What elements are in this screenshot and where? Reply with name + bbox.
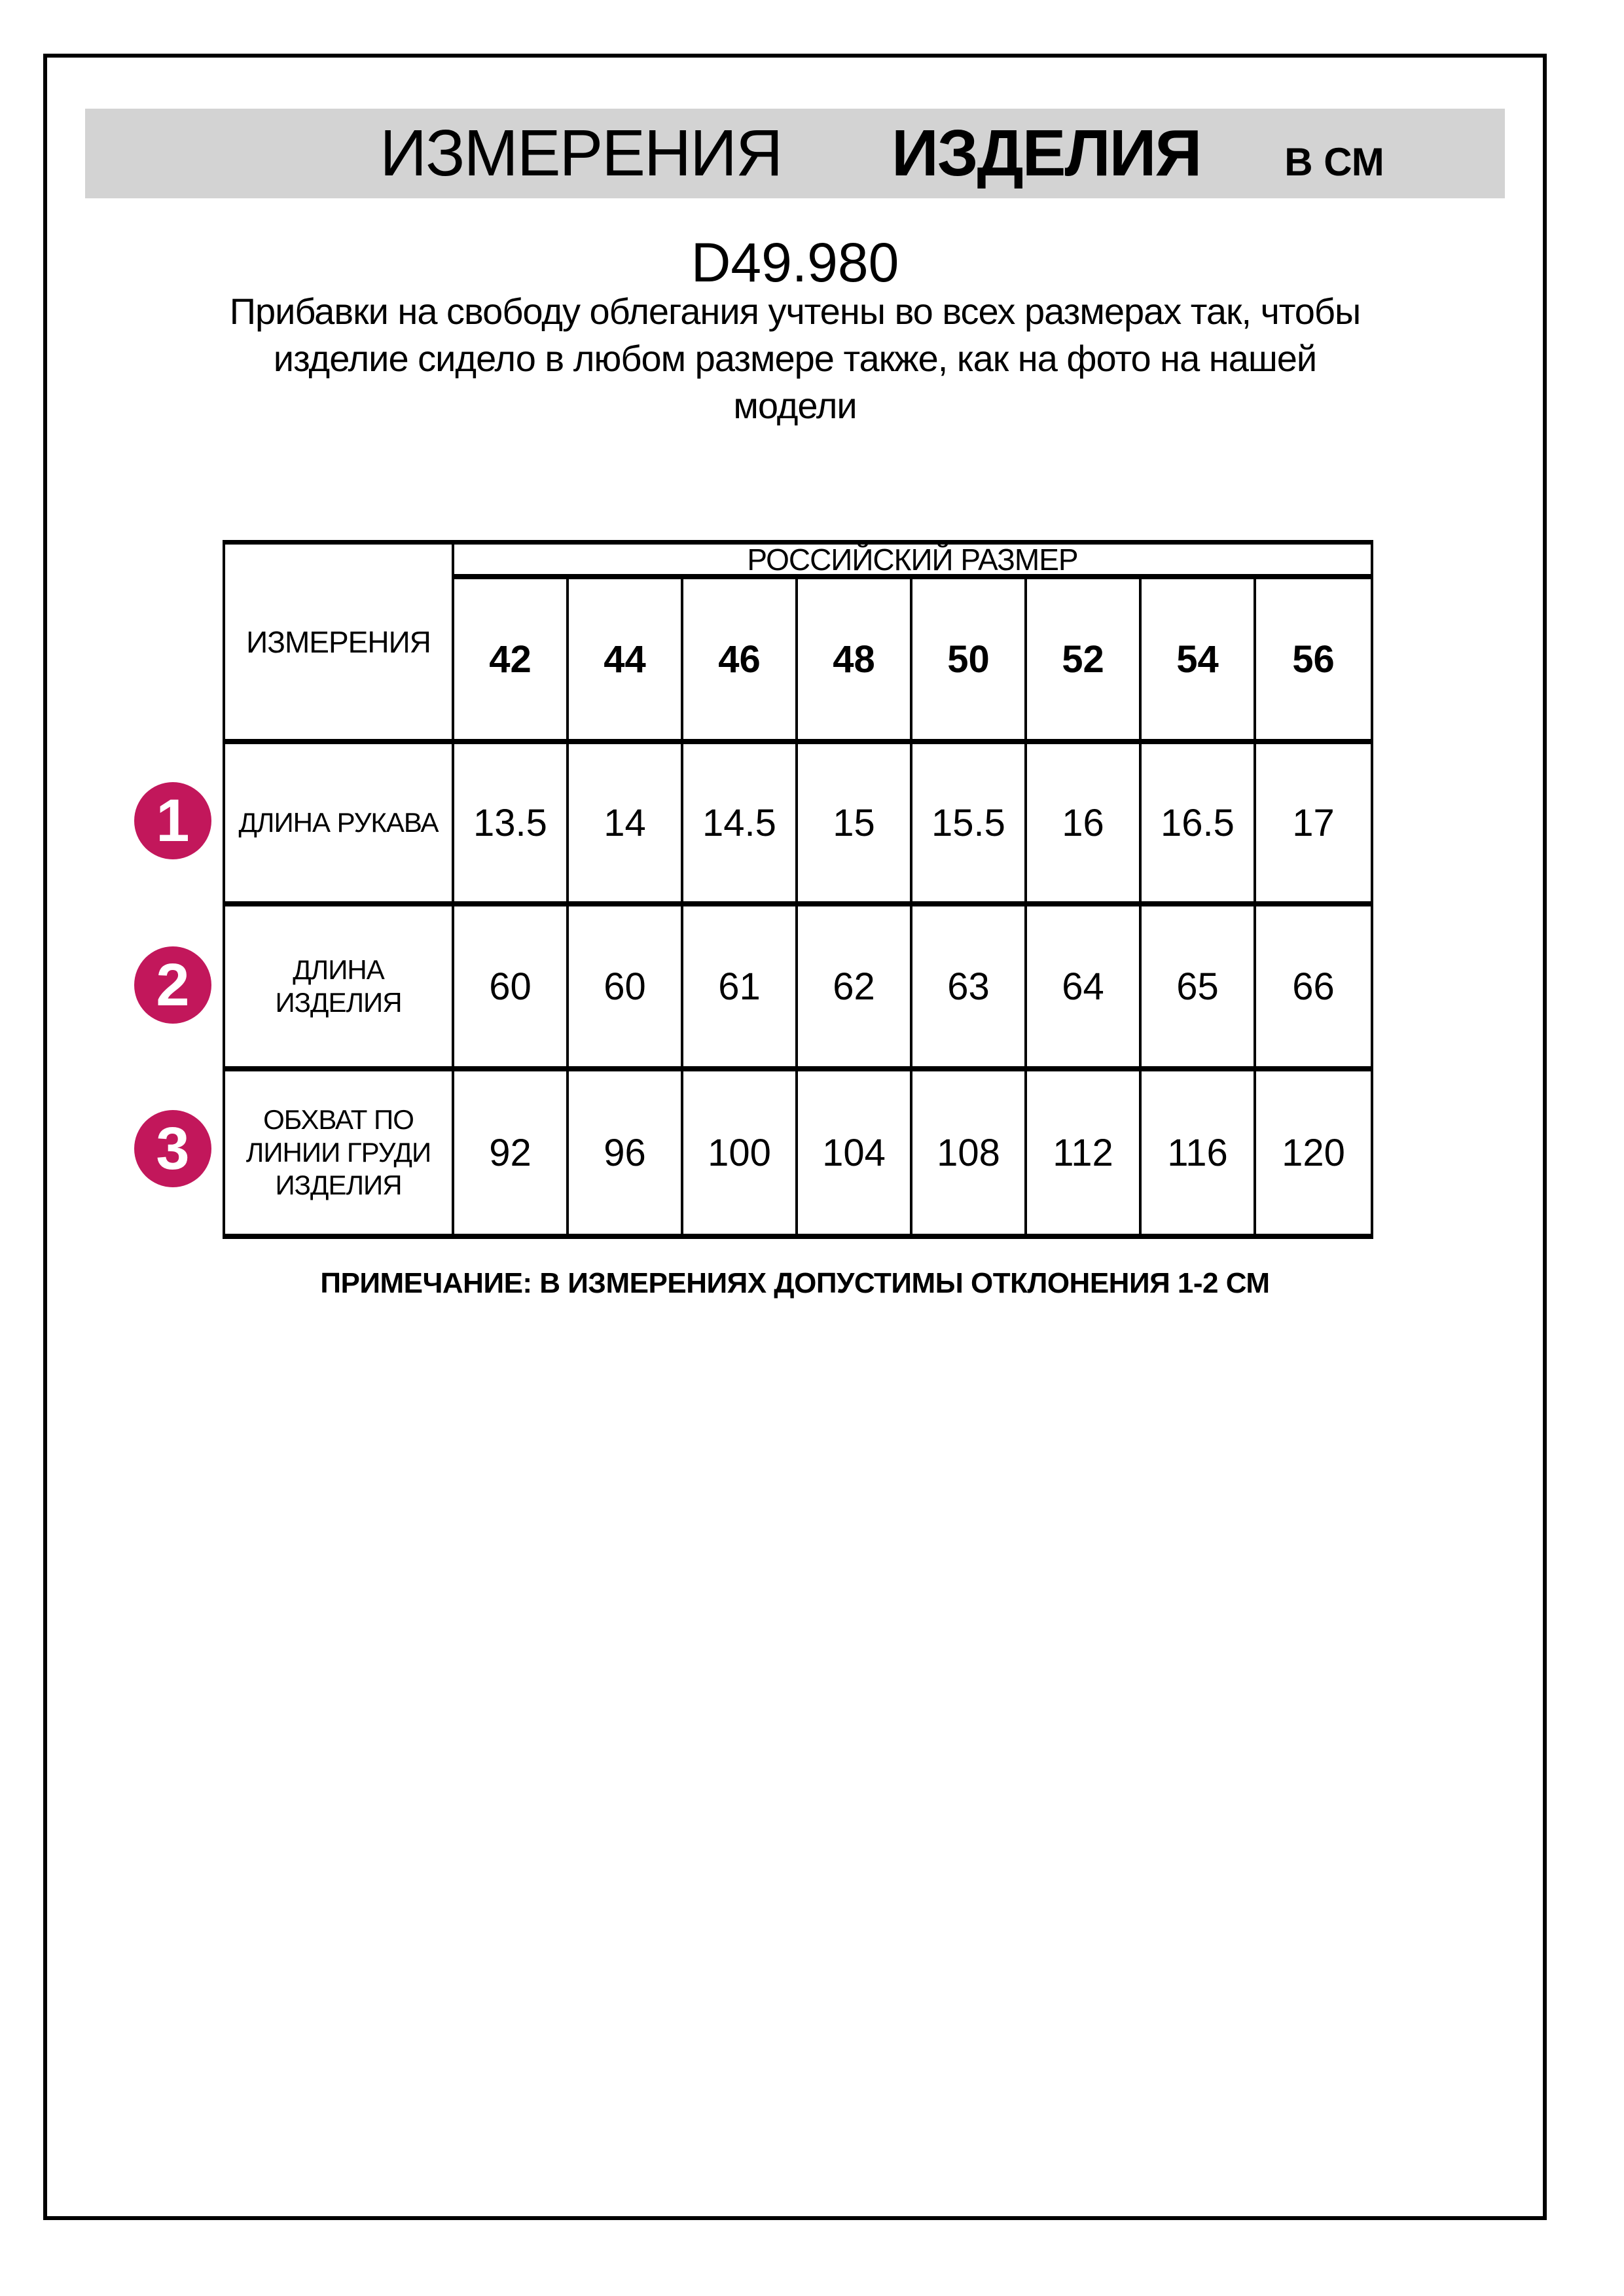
row-label-garment-length (225, 906, 454, 1071)
value-cell: 61 (683, 906, 798, 1071)
row-number-badge-1: 1 (134, 782, 211, 859)
value-cell: 104 (798, 1071, 912, 1234)
table-corner-label: ИЗМЕРЕНИЯ (225, 545, 454, 744)
intro-line: модели (733, 385, 857, 426)
value-cell: 62 (798, 906, 912, 1071)
row-label-line: ОБХВАТ ПО (263, 1104, 414, 1135)
size-col-header-56: 56 (1256, 579, 1371, 744)
units-label: В СМ (1284, 140, 1384, 184)
tolerance-note: ПРИМЕЧАНИЕ: В ИЗМЕРЕНИЯХ ДОПУСТИМЫ ОТКЛОНЕНИЯ 1-2 СМ (320, 1267, 1270, 1299)
row-label-chest-girth (225, 1071, 454, 1234)
value-cell: 66 (1256, 906, 1371, 1071)
intro-paragraph (43, 288, 1547, 429)
value-cell: 16 (1027, 744, 1142, 906)
page-title-measurements: ИЗМЕРЕНИЯ (380, 117, 782, 190)
size-col-header-42: 42 (454, 579, 569, 744)
value-cell: 120 (1282, 1131, 1345, 1174)
value-cell: 63 (912, 906, 1027, 1071)
page-title-product: ИЗДЕЛИЯ (892, 117, 1201, 190)
size-col-header-52: 52 (1027, 579, 1142, 744)
russian-size-header: РОССИЙСКИЙ РАЗМЕР (454, 545, 1371, 579)
value-cell: 13.5 (454, 744, 569, 906)
size-table (223, 540, 1373, 1239)
value-cell: 96 (569, 1071, 683, 1234)
value-cell: 64 (1027, 906, 1142, 1071)
row-number-badge-2: 2 (134, 946, 211, 1024)
row-number-badge-3: 3 (134, 1110, 211, 1187)
value-cell: 116 (1142, 1071, 1256, 1234)
row-label-line: ДЛИНА (293, 954, 384, 985)
value-cell: 65 (1142, 906, 1256, 1071)
size-col-header-54: 54 (1142, 579, 1256, 744)
value-cell: 14 (569, 744, 683, 906)
value-cell: 108 (912, 1071, 1027, 1234)
value-cell: 60 (569, 906, 683, 1071)
value-cell: 100 (683, 1071, 798, 1234)
intro-line: изделие сидело в любом размере также, как на фото на нашей (273, 338, 1317, 379)
row-label-line: ИЗДЕЛИЯ (275, 1170, 402, 1200)
value-cell: 92 (454, 1071, 569, 1234)
model-code: D49.980 (691, 232, 899, 293)
row-label-line: ИЗДЕЛИЯ (275, 987, 402, 1018)
row-label-line: ЛИНИИ ГРУДИ (245, 1137, 431, 1168)
size-col-header-48: 48 (798, 579, 912, 744)
title-banner (85, 109, 1505, 198)
value-cell: 112 (1027, 1071, 1142, 1234)
size-col-header-44: 44 (569, 579, 683, 744)
value-cell: 60 (454, 906, 569, 1071)
row-label-line: ДЛИНА РУКАВА (238, 807, 439, 838)
value-cell: 16.5 (1142, 744, 1256, 906)
size-col-header-46: 46 (683, 579, 798, 744)
value-cell: 15.5 (912, 744, 1027, 906)
value-cell: 15 (798, 744, 912, 906)
intro-line: Прибавки на свободу облегания учтены во всех размерах так, чтобы (229, 291, 1361, 332)
value-cell: 17 (1256, 744, 1371, 906)
size-col-header-50: 50 (912, 579, 1027, 744)
row-label-sleeve-length (225, 744, 454, 906)
value-cell: 14.5 (683, 744, 798, 906)
